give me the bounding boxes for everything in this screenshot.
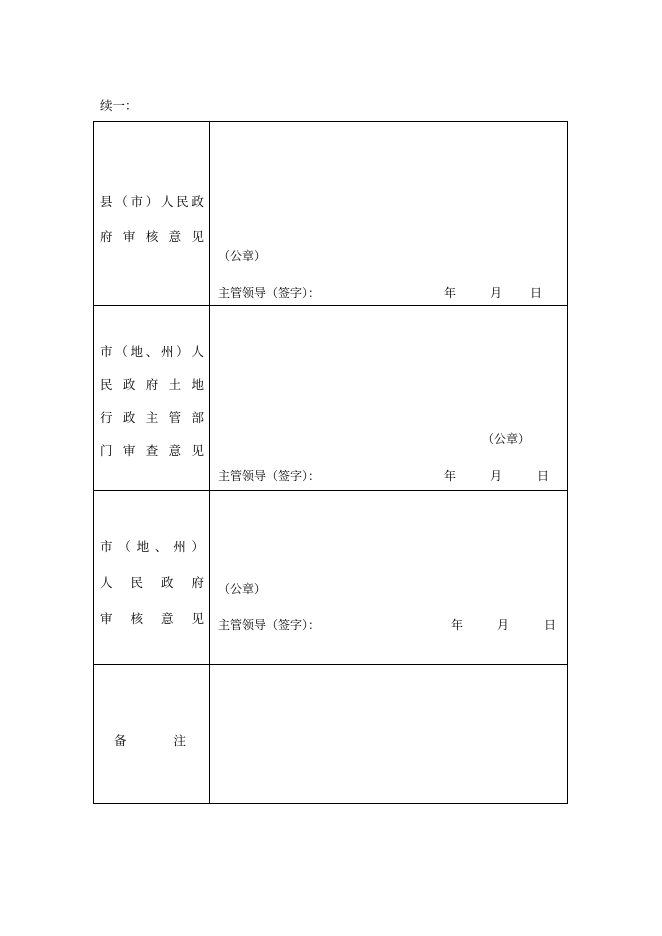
label-line: 市 （ 地 、 州 ） 人 <box>100 344 204 359</box>
city-government-label-cell <box>94 491 210 665</box>
date-year-label: 年 <box>444 469 457 483</box>
signer-label: 主管领导（签字）： <box>218 286 321 300</box>
label-line: 审 核 意 见 <box>100 611 204 626</box>
label-line: 行 政 主 管 部 <box>100 410 204 425</box>
county-review-content-cell[interactable] <box>210 122 567 305</box>
date-day-label: 日 <box>537 469 550 483</box>
city-government-review-row <box>94 490 567 665</box>
city-land-dept-content-cell[interactable] <box>210 306 567 491</box>
date-month-label: 月 <box>490 286 503 300</box>
county-review-row <box>94 122 567 305</box>
date-month-label: 月 <box>490 469 503 483</box>
signer-label: 主管领导（签字）： <box>218 469 321 483</box>
label-line: 门 审 查 意 见 <box>100 443 204 458</box>
date-year-label: 年 <box>451 618 464 632</box>
remarks-row <box>94 664 567 804</box>
date-month-label: 月 <box>497 618 510 632</box>
remarks-label: 备 注 <box>114 733 186 748</box>
label-line: 县 （ 市 ） 人 民 政 <box>100 194 204 209</box>
label-line: 市 （ 地 、 州 ） <box>100 539 204 554</box>
official-seal-mark: （公章） <box>482 432 531 446</box>
official-seal-mark: （公章） <box>218 249 267 263</box>
city-land-dept-review-row <box>94 305 567 491</box>
remarks-content-cell[interactable] <box>210 665 567 804</box>
continuation-heading: 续一： <box>100 98 138 113</box>
date-day-label: 日 <box>530 286 543 300</box>
label-line: 府 审 核 意 见 <box>100 229 204 244</box>
label-line: 人 民 政 府 <box>100 575 204 590</box>
signer-label: 主管领导（签字）： <box>218 618 321 632</box>
official-seal-mark: （公章） <box>218 582 267 596</box>
city-land-dept-label-cell <box>94 306 210 491</box>
approval-form-table <box>93 121 568 804</box>
date-year-label: 年 <box>444 286 457 300</box>
date-day-label: 日 <box>544 618 557 632</box>
remarks-label-cell <box>94 665 210 804</box>
county-review-label-cell <box>94 122 210 305</box>
city-government-content-cell[interactable] <box>210 491 567 665</box>
label-line: 民 政 府 土 地 <box>100 377 204 392</box>
